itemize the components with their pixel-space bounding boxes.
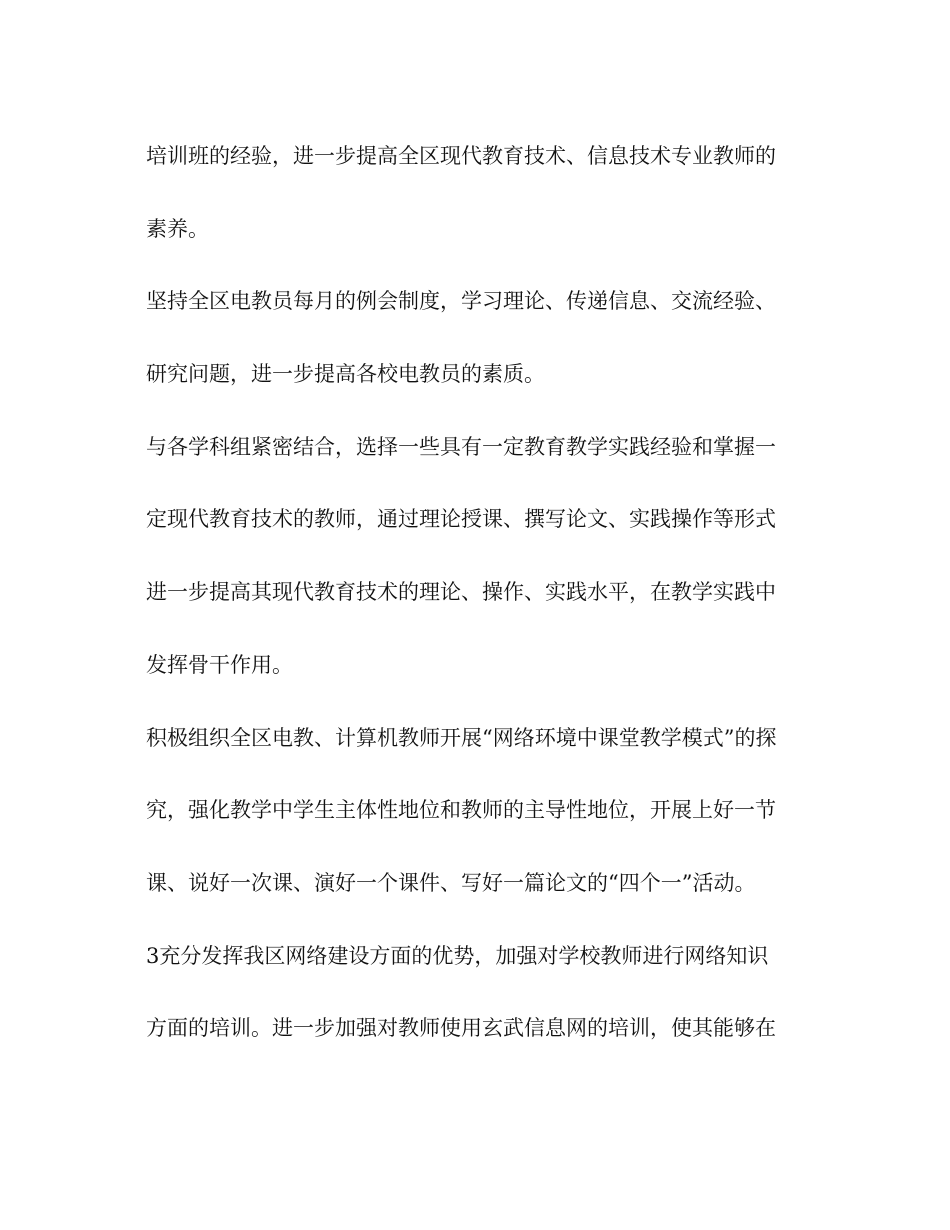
text-line: 定现代教育技术的教师，通过理论授课、撰写论文、实践操作等形式 bbox=[146, 507, 776, 532]
text-line: 培训班的经验，进一步提高全区现代教育技术、信息技术专业教师的 bbox=[146, 144, 776, 168]
text-line: 课、说好一次课、演好一个课件、写好一篇论文的“四个一”活动。 bbox=[146, 870, 756, 895]
text-line: 方面的培训。进一步加强对教师使用玄武信息网的培训，使其能够在 bbox=[146, 1016, 776, 1041]
text-line: 积极组织全区电教、计算机教师开展“网络环境中课堂教学模式”的探 bbox=[146, 725, 777, 750]
text-line: 进一步提高其现代教育技术的理论、操作、实践水平，在教学实践中 bbox=[146, 580, 776, 605]
text-line: 发挥骨干作用。 bbox=[146, 652, 293, 677]
text-line: 3充分发挥我区网络建设方面的优势，加强对学校教师进行网络知识 bbox=[146, 943, 769, 968]
text-line: 究，强化教学中学生主体性地位和教师的主导性地位，开展上好一节 bbox=[146, 798, 776, 823]
text-line: 研究问题，进一步提高各校电教员的素质。 bbox=[146, 362, 545, 387]
text-line: 素养。 bbox=[146, 216, 209, 241]
document-body bbox=[146, 134, 806, 1079]
text-line: 坚持全区电教员每月的例会制度，学习理论、传递信息、交流经验、 bbox=[146, 289, 776, 314]
text-line: 与各学科组紧密结合，选择一些具有一定教育教学实践经验和掌握一 bbox=[146, 434, 776, 459]
